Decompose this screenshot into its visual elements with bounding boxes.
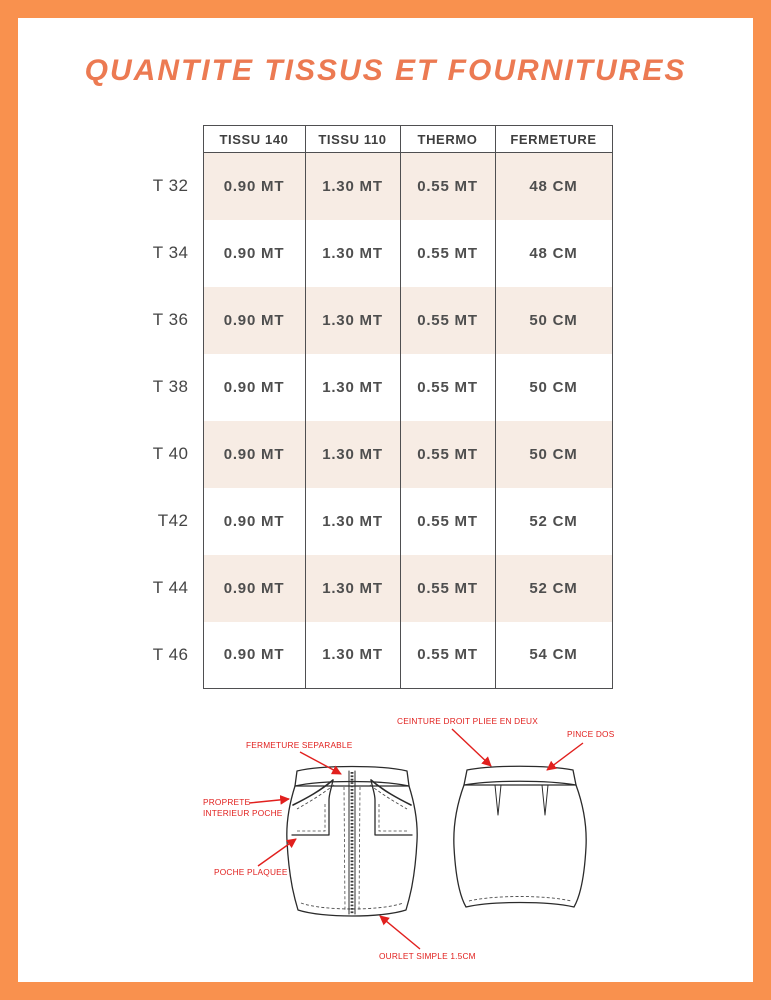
quantity-cell: 0.55 MT bbox=[400, 555, 495, 622]
quantity-cell: 0.55 MT bbox=[400, 220, 495, 287]
quantity-cell: 0.90 MT bbox=[203, 555, 305, 622]
quantity-cell: 1.30 MT bbox=[305, 287, 400, 354]
header-corner bbox=[140, 126, 203, 153]
column-header-fermeture: FERMETURE bbox=[495, 126, 612, 153]
column-header-tissu140: TISSU 140 bbox=[203, 126, 305, 153]
skirt-back-view bbox=[454, 766, 586, 907]
quantity-cell: 0.55 MT bbox=[400, 287, 495, 354]
quantity-cell: 0.55 MT bbox=[400, 153, 495, 220]
row-label: T 46 bbox=[140, 622, 203, 689]
quantity-cell: 0.90 MT bbox=[203, 622, 305, 689]
annotation-ceinture-droit-pliee: CEINTURE DROIT PLIEE EN DEUX bbox=[397, 716, 538, 726]
table-row bbox=[140, 153, 612, 220]
quantity-cell: 52 CM bbox=[495, 555, 612, 622]
quantity-cell: 54 CM bbox=[495, 622, 612, 689]
column-header-tissu110: TISSU 110 bbox=[305, 126, 400, 153]
annotation-proprete-line2: INTERIEUR POCHE bbox=[203, 808, 283, 818]
annotation-fermeture-separable: FERMETURE SEPARABLE bbox=[246, 740, 353, 750]
annotation-arrow bbox=[249, 799, 289, 803]
quantity-cell: 50 CM bbox=[495, 287, 612, 354]
row-label: T 36 bbox=[140, 287, 203, 354]
quantity-cell: 1.30 MT bbox=[305, 555, 400, 622]
quantity-cell: 50 CM bbox=[495, 421, 612, 488]
row-label: T42 bbox=[140, 488, 203, 555]
quantity-cell: 0.55 MT bbox=[400, 421, 495, 488]
row-label: T 40 bbox=[140, 421, 203, 488]
header-row bbox=[140, 126, 612, 153]
row-label: T 44 bbox=[140, 555, 203, 622]
table-row bbox=[140, 622, 612, 689]
quantity-cell: 1.30 MT bbox=[305, 488, 400, 555]
column-header-thermo: THERMO bbox=[400, 126, 495, 153]
row-label: T 32 bbox=[140, 153, 203, 220]
quantity-cell: 50 CM bbox=[495, 354, 612, 421]
annotation-ourlet-simple: OURLET SIMPLE 1.5CM bbox=[379, 951, 476, 961]
quantity-cell: 0.55 MT bbox=[400, 622, 495, 689]
quantity-cell: 0.90 MT bbox=[203, 354, 305, 421]
annotation-arrow bbox=[547, 743, 583, 770]
quantity-cell: 0.90 MT bbox=[203, 153, 305, 220]
fabric-quantity-table bbox=[140, 125, 613, 689]
annotation-pince-dos: PINCE DOS bbox=[567, 729, 615, 739]
quantity-cell: 0.55 MT bbox=[400, 354, 495, 421]
quantity-cell: 1.30 MT bbox=[305, 220, 400, 287]
quantity-cell: 1.30 MT bbox=[305, 421, 400, 488]
quantity-cell: 1.30 MT bbox=[305, 354, 400, 421]
fabric-quantity-table-wrap bbox=[140, 125, 613, 689]
annotation-proprete-line1: PROPRETE bbox=[203, 797, 251, 807]
annotation-poche-plaquee: POCHE PLAQUEE bbox=[214, 867, 288, 877]
quantity-cell: 48 CM bbox=[495, 220, 612, 287]
quantity-cell: 48 CM bbox=[495, 153, 612, 220]
quantity-cell: 0.55 MT bbox=[400, 488, 495, 555]
table-row bbox=[140, 220, 612, 287]
quantity-cell: 52 CM bbox=[495, 488, 612, 555]
table-row bbox=[140, 421, 612, 488]
quantity-cell: 0.90 MT bbox=[203, 287, 305, 354]
table-row bbox=[140, 555, 612, 622]
quantity-cell: 1.30 MT bbox=[305, 153, 400, 220]
table-row bbox=[140, 354, 612, 421]
skirt-flat-sketch bbox=[0, 695, 771, 990]
row-label: T 34 bbox=[140, 220, 203, 287]
quantity-cell: 0.90 MT bbox=[203, 488, 305, 555]
quantity-cell: 0.90 MT bbox=[203, 220, 305, 287]
skirt-front-view bbox=[287, 767, 417, 917]
quantity-cell: 1.30 MT bbox=[305, 622, 400, 689]
table-row bbox=[140, 488, 612, 555]
technical-drawing bbox=[0, 695, 771, 990]
annotation-arrow bbox=[380, 916, 420, 949]
row-label: T 38 bbox=[140, 354, 203, 421]
table-row bbox=[140, 287, 612, 354]
annotation-arrow bbox=[452, 729, 491, 766]
quantity-cell: 0.90 MT bbox=[203, 421, 305, 488]
page-title: QUANTITE TISSUS ET FOURNITURES bbox=[84, 54, 687, 87]
